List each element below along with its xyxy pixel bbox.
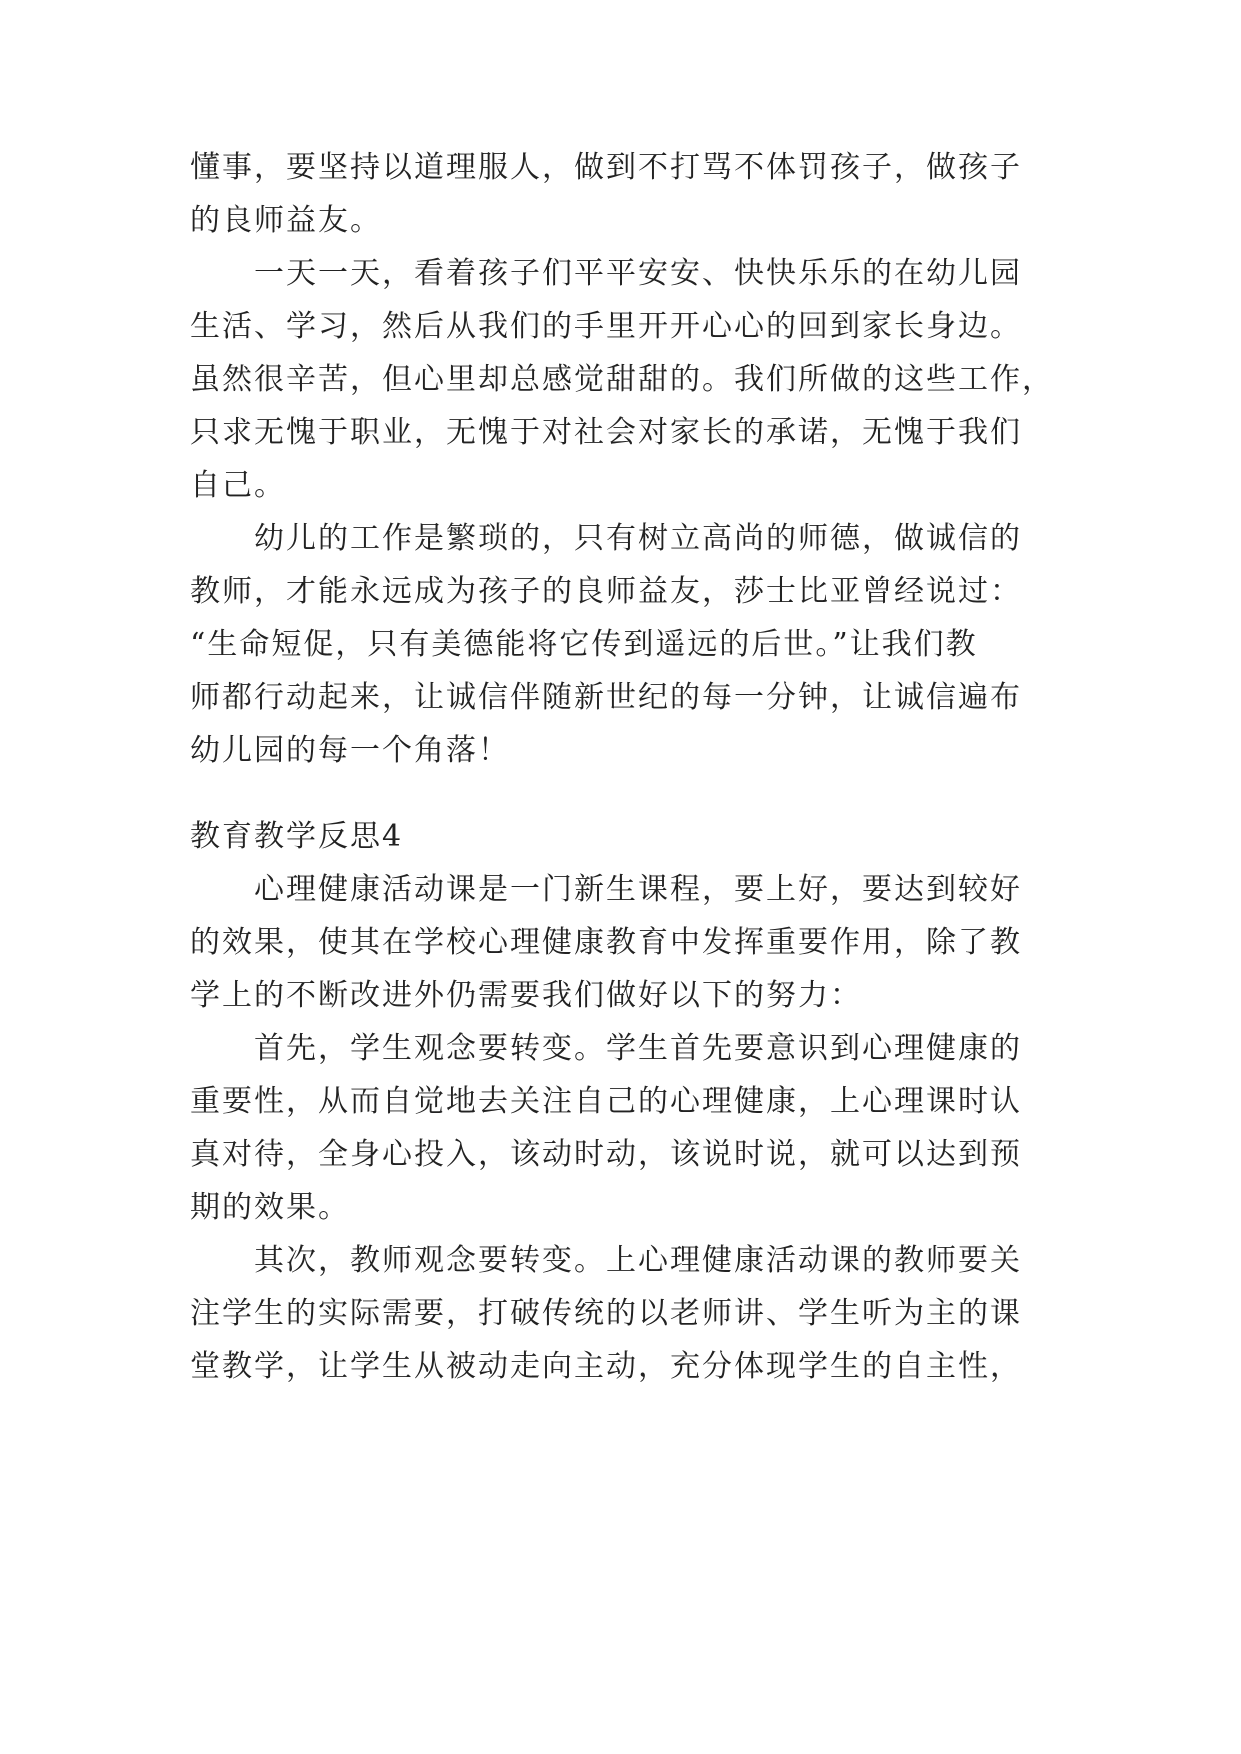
text-line: 重要性，从而自觉地去关注自己的心理健康，上心理课时认 <box>190 1084 1022 1119</box>
text-line: 教师，才能永远成为孩子的良师益友，莎士比亚曾经说过： <box>190 574 1022 609</box>
text-line: 注学生的实际需要，打破传统的以老师讲、学生听为主的课 <box>190 1296 1022 1331</box>
text-line: 幼儿园的每一个角落！ <box>190 733 510 768</box>
text-line: 真对待，全身心投入，该动时动，该说时说，就可以达到预 <box>190 1137 1022 1172</box>
text-line: 堂教学，让学生从被动走向主动，充分体现学生的自主性， <box>190 1349 1022 1384</box>
text-line: 首先，学生观念要转变。学生首先要意识到心理健康的 <box>254 1031 1022 1066</box>
text-line: 一天一天，看着孩子们平平安安、快快乐乐的在幼儿园 <box>254 256 1022 291</box>
text-line: 的效果，使其在学校心理健康教育中发挥重要作用，除了教 <box>190 925 1022 960</box>
text-line: 懂事，要坚持以道理服人，做到不打骂不体罚孩子，做孩子 <box>190 150 1022 185</box>
text-line: 心理健康活动课是一门新生课程，要上好，要达到较好 <box>254 872 1022 907</box>
text-line: 幼儿的工作是繁琐的，只有树立高尚的师德，做诚信的 <box>254 521 1022 556</box>
text-line: 只求无愧于职业，无愧于对社会对家长的承诺，无愧于我们 <box>190 415 1022 450</box>
text-line: 其次，教师观念要转变。上心理健康活动课的教师要关 <box>254 1243 1022 1278</box>
text-line: 生活、学习，然后从我们的手里开开心心的回到家长身边。 <box>190 309 1022 344</box>
text-line: 学上的不断改进外仍需要我们做好以下的努力： <box>190 978 862 1013</box>
text-line: 期的效果。 <box>190 1190 350 1225</box>
section-heading: 教育教学反思4 <box>190 819 404 854</box>
text-line: 师都行动起来，让诚信伴随新世纪的每一分钟，让诚信遍布 <box>190 680 1022 715</box>
text-line: 虽然很辛苦，但心里却总感觉甜甜的。我们所做的这些工作， <box>190 362 1054 397</box>
text-line: 自己。 <box>190 468 286 503</box>
text-line: 的良师益友。 <box>190 203 382 238</box>
text-line: “生命短促，只有美德能将它传到遥远的后世。”让我们教 <box>190 627 978 662</box>
